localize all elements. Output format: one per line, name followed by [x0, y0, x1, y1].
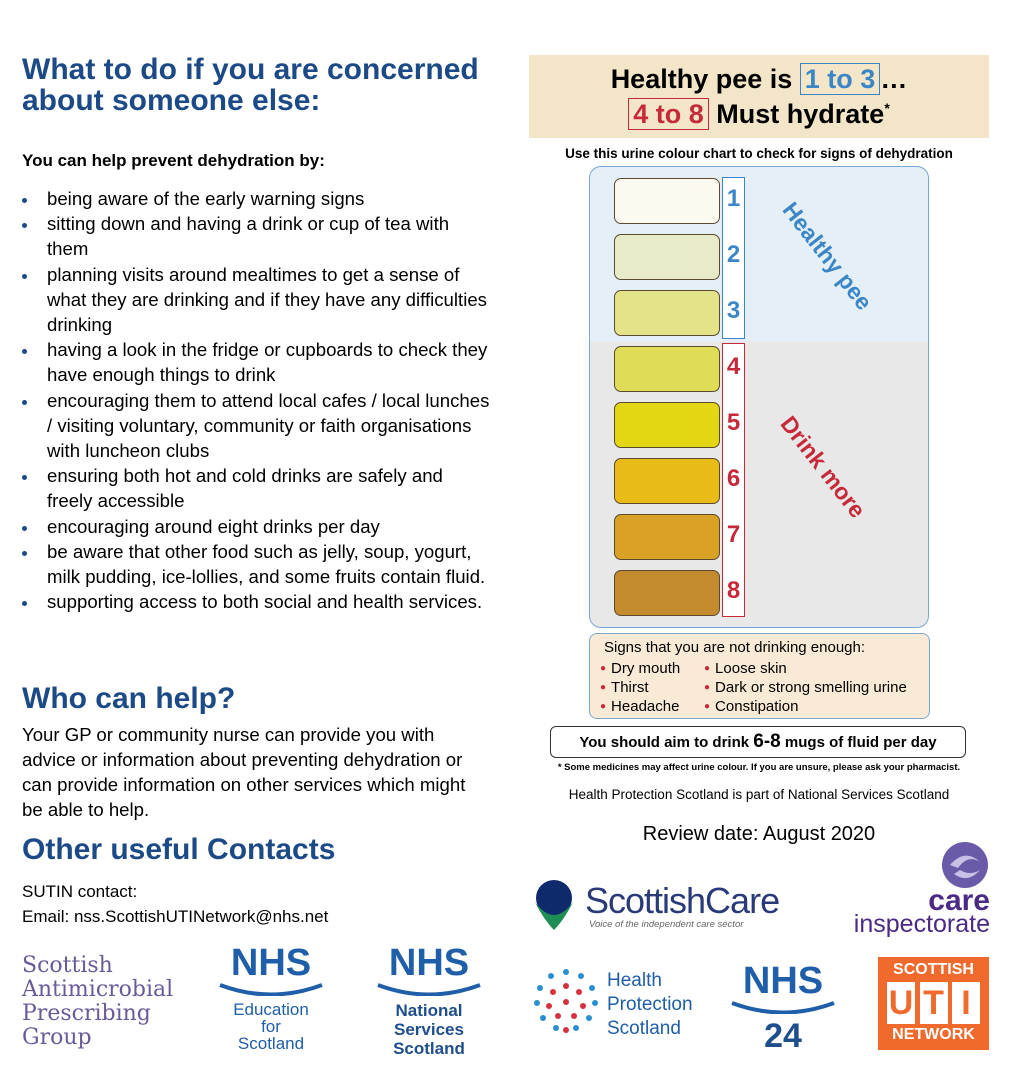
list-item: encouraging around eight drinks per day: [22, 514, 492, 539]
banner-line-1: Healthy pee is 1 to 3 …: [610, 64, 908, 94]
colour-number-6: 6: [726, 465, 741, 492]
colour-number-4: 4: [726, 353, 741, 380]
colour-number-3: 3: [726, 297, 741, 324]
sign-item: ● Dark or strong smelling urine: [704, 679, 907, 696]
list-item: planning visits around mealtimes to get a sense of what they are drinking and if they have any difficulties drinking: [22, 262, 492, 338]
colour-swatch-8: [614, 570, 720, 616]
colour-number-7: 7: [726, 521, 741, 548]
sign-item: ● Loose skin: [704, 660, 787, 677]
bullet-icon: [22, 475, 27, 480]
colour-swatch-1: [614, 178, 720, 224]
signs-title: Signs that you are not drinking enough:: [604, 639, 866, 656]
section-heading-who-can-help: Who can help?: [22, 682, 236, 715]
care-inspectorate-logo: care inspectorate: [834, 840, 994, 938]
contact-label: SUTIN contact:: [22, 882, 138, 901]
help-paragraph: Your GP or community nurse can provide you with advice or information about preventing dehydration or can provide information on other services which might be able to help.: [22, 724, 466, 820]
bullet-icon: [22, 551, 27, 556]
list-item: encouraging them to attend local cafes / local lunches / visiting voluntary, community or faith organisations with luncheon clubs: [22, 388, 492, 464]
review-date: Review date: August 2020: [642, 823, 876, 845]
hps-statement: Health Protection Scotland is part of National Services Scotland: [568, 787, 950, 802]
bullet-icon: [22, 223, 27, 228]
banner-line-2: 4 to 8 Must hydrate*: [529, 98, 989, 130]
nhs-wave-icon: [728, 1000, 838, 1014]
nhs-education-scotland-logo: NHS Education for Scotland: [216, 944, 326, 1052]
contact-block: [22, 879, 328, 929]
sapg-logo: Scottish Antimicrobial Prescribing Group: [22, 953, 174, 1050]
colour-swatch-7: [614, 514, 720, 560]
bullet-icon: [22, 526, 27, 531]
colour-number-1: 1: [726, 185, 741, 212]
sign-item: ● Constipation: [704, 698, 799, 715]
sign-item: ● Dry mouth: [600, 660, 681, 677]
colour-number-5: 5: [726, 409, 741, 436]
list-item: sitting down and having a drink or cup of tea with them: [22, 211, 492, 261]
hps-logo: Health Protection Scotland: [531, 966, 711, 1038]
colour-swatch-5: [614, 402, 720, 448]
healthy-pee-label: Healthy pee: [777, 197, 878, 315]
section-heading-contacts: Other useful Contacts: [22, 833, 336, 866]
scottish-care-logo: ScottishCare Voice of the independent care sector: [529, 876, 799, 936]
list-item: supporting access to both social and health services.: [22, 589, 492, 614]
care-inspectorate-swirl-icon: [940, 840, 990, 890]
hydration-banner: [529, 55, 989, 138]
list-item: be aware that other food such as jelly, soup, yogurt, milk pudding, ice-lollies, and some fruits contain fluid.: [22, 539, 492, 589]
list-item: ensuring both hot and cold drinks are safely and freely accessible: [22, 463, 492, 513]
prevention-list: [22, 186, 492, 614]
list-item: having a look in the fridge or cupboards to check they have enough things to drink: [22, 337, 492, 387]
medicine-footnote: * Some medicines may affect urine colour. If you are unsure, please ask your pharmacist.: [557, 762, 961, 773]
bullet-icon: [22, 349, 27, 354]
fluid-target-box: You should aim to drink 6-8 mugs of fluid per day: [550, 726, 966, 758]
nhs24-logo: NHS 24: [728, 962, 838, 1053]
colour-swatch-6: [614, 458, 720, 504]
nhs-national-services-scotland-logo: NHS National Services Scotland: [374, 944, 484, 1058]
hydrate-range-box: 4 to 8: [628, 98, 709, 130]
healthy-range-box: 1 to 3: [800, 63, 881, 95]
bullet-icon: [22, 274, 27, 279]
colour-swatch-4: [614, 346, 720, 392]
bullet-icon: [22, 400, 27, 405]
bullet-icon: [22, 601, 27, 606]
colour-swatch-2: [614, 234, 720, 280]
subheading-prevent: You can help prevent dehydration by:: [22, 151, 325, 170]
scottish-uti-network-logo: SCOTTISH U T I NETWORK: [878, 957, 989, 1050]
sign-item: ● Headache: [600, 698, 680, 715]
section-heading-concerned: What to do if you are concerned about someone else:: [22, 53, 479, 117]
bullet-icon: [22, 198, 27, 203]
hps-dots-icon: [531, 966, 601, 1036]
nhs-wave-icon: [216, 982, 326, 996]
colour-number-8: 8: [726, 577, 741, 604]
contact-email[interactable]: Email: nss.ScottishUTINetwork@nhs.net: [22, 907, 329, 926]
scottish-care-emblem-icon: [529, 876, 581, 932]
colour-number-2: 2: [726, 241, 741, 268]
dehydration-signs-box: [589, 633, 930, 719]
list-item: being aware of the early warning signs: [22, 186, 492, 211]
nhs-wave-icon: [374, 982, 484, 996]
sign-item: ● Thirst: [600, 679, 649, 696]
chart-title: Use this urine colour chart to check for signs of dehydration: [565, 146, 953, 161]
drink-more-label: Drink more: [775, 411, 871, 523]
colour-swatch-3: [614, 290, 720, 336]
